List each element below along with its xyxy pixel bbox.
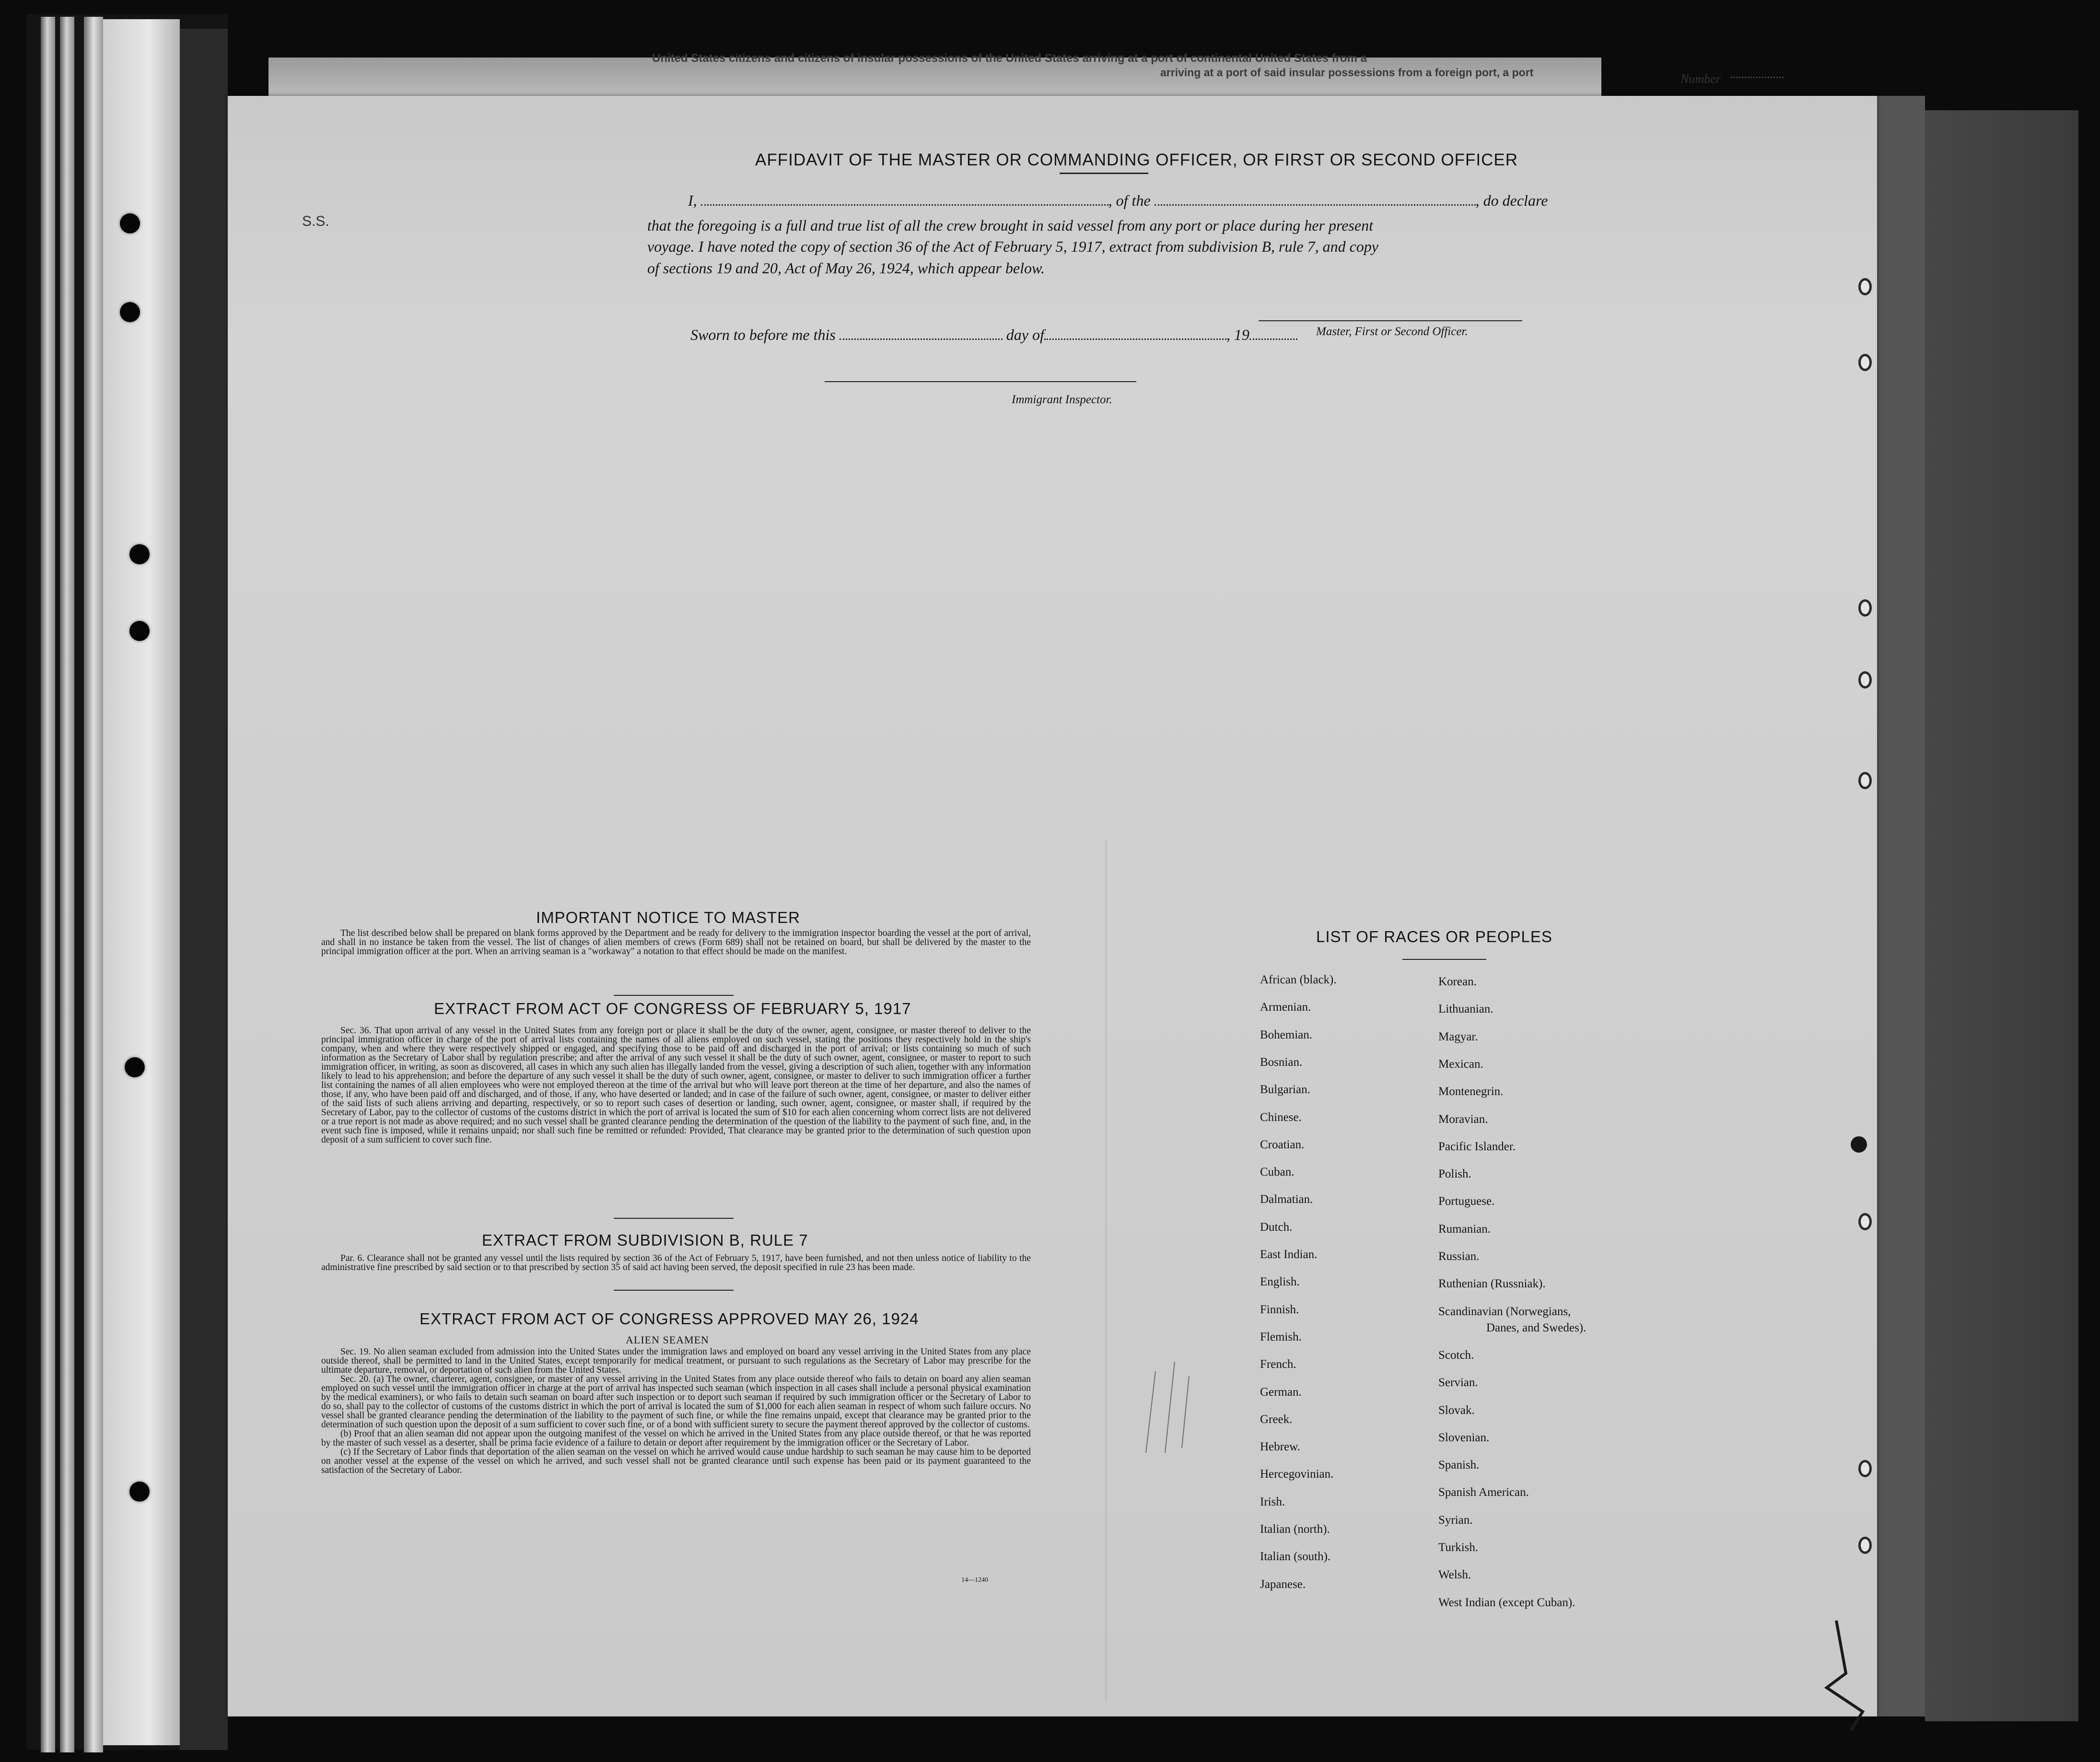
punch-hole <box>1858 772 1872 789</box>
punch-hole <box>1858 1537 1872 1554</box>
right-back-sheet <box>1877 96 1925 1716</box>
race-item: Italian (south). <box>1260 1550 1331 1564</box>
race-item: Bulgarian. <box>1260 1083 1310 1097</box>
header-bleed-line: United States citizens and citizens of insular possessions of the United States arriving at a port of continental United States from a <box>652 52 1367 65</box>
extract-1917-title: EXTRACT FROM ACT OF CONGRESS OF FEBRUARY 5, 1917 <box>434 1000 911 1017</box>
section-20a-paragraph: Sec. 20. (a) The owner, charterer, agent, consignee, or master of any vessel arriving in the United States from any place outside thereof who fails to detain on board any alien seaman employed on such vessel until the immigration officer in charge at the port of arrival has inspected such seaman (which inspection in all cases shall include a personal physical examination by the medical examiners), or who fails to detain such seaman on board after such inspection or to deport such seaman if required by such immigration officer or the Secretary of Labor to do so, shall pay to the collector of customs of the customs district in which the port of arrival is located the sum of $1,000 for each alien seaman in respect of whom such failure occurs. No vessel shall be granted clearance pending the determination of the liability to the payment of such fine, or while the fine remains unpaid, except that clearance may be granted prior to the determination of such question upon the deposit of a sum sufficient to cover such fine, or of a bond with sufficient surety to secure the payment thereof approved by the collector of customs. <box>321 1374 1031 1430</box>
sworn-day-field[interactable] <box>840 329 1003 340</box>
notice-text <box>321 929 1031 956</box>
race-item: English. <box>1260 1275 1300 1289</box>
race-item: Cuban. <box>1260 1166 1295 1179</box>
race-item: Chinese. <box>1260 1110 1302 1124</box>
race-item: Polish. <box>1438 1167 1471 1181</box>
section-19-paragraph: Sec. 19. No alien seaman excluded from admission into the United States under the immigration laws and employed on board any vessel arriving in the United States from any place outside thereof, shall be permitted to land in the United States, except temporarily for medical treatment, or pursuant to such regulations as the Secretary of Labor may prescribe for the ultimate departure, removal, or deportation of such alien from the United States. <box>321 1347 1031 1375</box>
divider <box>614 995 734 996</box>
race-item: Bohemian. <box>1260 1028 1313 1041</box>
day-of-label: day of <box>1006 326 1044 343</box>
races-title: LIST OF RACES OR PEOPLES <box>1316 928 1552 945</box>
race-item: Finnish. <box>1260 1303 1299 1316</box>
punch-hole <box>1858 1213 1872 1230</box>
race-item: Dalmatian. <box>1260 1193 1313 1206</box>
race-item: Danes, and Swedes). <box>1486 1321 1587 1334</box>
race-item: Irish. <box>1260 1495 1285 1508</box>
back-sheet-shadow <box>180 29 228 1750</box>
extract-rule7-text <box>321 1254 1031 1272</box>
of-the-label: , of the <box>1108 192 1151 209</box>
race-item: Scotch. <box>1438 1348 1474 1362</box>
race-item: Moravian. <box>1438 1112 1488 1126</box>
do-declare-label: , do declare <box>1475 192 1548 209</box>
sworn-month-field[interactable] <box>1044 329 1226 340</box>
race-item: Flemish. <box>1260 1330 1302 1343</box>
sworn-line <box>690 326 1297 344</box>
race-item: Syrian. <box>1438 1513 1473 1527</box>
race-item: Korean. <box>1438 975 1477 988</box>
affidavit-line-1 <box>688 192 1548 210</box>
notice-title: IMPORTANT NOTICE TO MASTER <box>536 909 801 926</box>
pencil-scribble <box>1817 1616 1884 1740</box>
header-bleed-line: arriving at a port of said insular possessions from a foreign port, a port <box>1160 66 1534 79</box>
race-item: Dutch. <box>1260 1220 1293 1234</box>
race-item: Welsh. <box>1438 1568 1471 1582</box>
affidavit-line-4: of sections 19 and 20, Act of May 26, 1924, which appear below. <box>647 259 1045 277</box>
page-edge-strip <box>41 17 55 1752</box>
race-item: Mexican. <box>1438 1057 1483 1071</box>
race-item: Croatian. <box>1260 1138 1305 1151</box>
master-caption: Master, First or Second Officer. <box>1316 325 1468 338</box>
punch-hole <box>1851 1136 1867 1153</box>
page-edge-strip <box>84 17 103 1752</box>
race-item: Spanish. <box>1438 1459 1480 1472</box>
vessel-name-field[interactable] <box>1155 195 1476 206</box>
race-item: African (black). <box>1260 973 1337 986</box>
race-item: Slovak. <box>1438 1403 1475 1417</box>
race-item: German. <box>1260 1385 1302 1399</box>
race-item: Greek. <box>1260 1412 1293 1426</box>
binder-hole <box>125 1057 145 1077</box>
number-field[interactable] <box>1731 77 1784 78</box>
race-item: French. <box>1260 1358 1296 1371</box>
binder-hole <box>129 621 150 641</box>
pencil-marks <box>1136 1333 1203 1458</box>
margin-stamp: S.S. <box>302 213 329 229</box>
binder-hole <box>120 213 140 233</box>
race-item: West Indian (except Cuban). <box>1438 1596 1575 1609</box>
section-20c-paragraph: (c) If the Secretary of Labor finds that deportation of the alien seaman on the vessel on which he arrived would cause undue hardship to such seaman he may cause him to be deported on another vessel at the expense of the vessel on which he arrived, and such vessel shall not be granted clearance until such expense has been paid or its payment guaranteed to the satisfaction of the Secretary of Labor. <box>321 1447 1031 1475</box>
race-item: Servian. <box>1438 1376 1478 1389</box>
race-item: Italian (north). <box>1260 1523 1330 1536</box>
section-36-paragraph: Sec. 36. That upon arrival of any vessel in the United States from any foreign port or place it shall be the duty of the owner, agent, consignee, or master thereof to deliver to the principal immigration officer in charge of the port of arrival lists containing the names of all aliens employed on such vessel, stating the positions they respectively hold in the ship's company, when and where they were respectively shipped or engaged, and specifying those to be paid off and discharged in the port of arrival; or lists containing so much of such information as the Secretary of Labor shall by regulation prescribe; and after the arrival of any such vessel it shall be the duty of such owner, agent, consignee, or master to report to such immigration officer, in writing, as soon as discovered, all cases in which any such alien has illegally landed from the vessel, giving a description of such alien, together with any information likely to lead to his apprehension; and before the departure of any such vessel it shall be the duty of such owner, agent, consignee, or master to deliver to such immigration officer a further list containing the names of all alien employees who were not employed thereon at the time of the arrival but who will leave port thereon at the time of her departure, and also the names of those, if any, who have been paid off and discharged, and of those, if any, who have deserted or landed; and in case of the failure of such owner, agent, consignee, or master to deliver either of the said lists of such aliens arriving and departing, respectively, or so to report such cases of desertion or landing, such owner, agent, consignee, or master shall, if required by the Secretary of Labor, pay to the collector of customs of the customs district in which the port of arrival is located the sum of $10 for each alien concerning whom correct lists are not delivered or a true report is not made as above required; and no such vessel shall be granted clearance pending the determination of the question of the liability to the payment of such fine, and, in the event such fine is imposed, while it remains unpaid; nor shall such fine be remitted or refunded: Provided, That clearance may be granted prior to the determination of such question upon deposit of a sum sufficient to cover such fine. <box>321 1026 1031 1145</box>
race-item: Ruthenian (Russniak). <box>1438 1277 1546 1291</box>
officer-name-field[interactable] <box>701 195 1108 206</box>
alien-seamen-subtitle: ALIEN SEAMEN <box>626 1334 709 1346</box>
affidavit-i: I, <box>688 192 697 209</box>
punch-hole <box>1858 354 1872 371</box>
race-item: Portuguese. <box>1438 1195 1495 1208</box>
affidavit-line-3: voyage. I have noted the copy of section 36 of the Act of February 5, 1917, extract from subdivision B, rule 7, and copy <box>647 238 1378 255</box>
race-item: Japanese. <box>1260 1577 1306 1591</box>
binder-hole <box>120 302 140 322</box>
race-item: East Indian. <box>1260 1248 1318 1261</box>
title-underline <box>1060 173 1148 174</box>
binder-hole <box>129 544 150 564</box>
extract-1924-title: EXTRACT FROM ACT OF CONGRESS APPROVED MAY 26, 1924 <box>420 1310 919 1328</box>
race-item: Scandinavian (Norwegians, <box>1438 1305 1571 1318</box>
year-prefix: , 19 <box>1226 326 1249 343</box>
race-item: Bosnian. <box>1260 1055 1303 1069</box>
sworn-label: Sworn to before me this <box>690 326 836 343</box>
race-item: Montenegrin. <box>1438 1085 1504 1098</box>
inspector-caption: Immigrant Inspector. <box>1012 393 1112 406</box>
sworn-year-field[interactable] <box>1249 329 1297 340</box>
race-item: Hercegovinian. <box>1260 1468 1334 1481</box>
extract-1924-text <box>321 1347 1031 1475</box>
number-label: Number <box>1680 72 1721 86</box>
punch-hole <box>1858 671 1872 688</box>
punch-hole <box>1858 278 1872 295</box>
section-20b-paragraph: (b) Proof that an alien seaman did not appear upon the outgoing manifest of the vessel on which he arrived in the United States from any place outside thereof, or that he was reported by the master of such vessel as a deserter, shall be prima facie evidence of a failure to detain or deport after requirement by the immigration officer or the Secretary of Labor. <box>321 1429 1031 1448</box>
race-item: Pacific Islander. <box>1438 1140 1516 1153</box>
punch-hole <box>1858 599 1872 617</box>
race-item: Armenian. <box>1260 1001 1311 1014</box>
divider <box>614 1218 734 1219</box>
divider <box>614 1290 734 1291</box>
race-item: Magyar. <box>1438 1030 1478 1043</box>
race-item: Turkish. <box>1438 1541 1479 1554</box>
page-edge-strip <box>60 17 74 1752</box>
form-number: 14—1240 <box>961 1576 988 1584</box>
races-title-underline <box>1402 959 1486 960</box>
race-item: Slovenian. <box>1438 1431 1490 1444</box>
fold-line <box>1105 839 1107 1702</box>
inspector-signature-line[interactable] <box>825 381 1136 382</box>
rule7-paragraph: Par. 6. Clearance shall not be granted any vessel until the lists required by section 36 of the Act of February 5, 1917, have been furnished, and not then unless notice of liability to the administrative fine prescribed by said section or to that prescribed by section 35 of said act having been served, the deposit specified in rule 23 has been made. <box>321 1253 1031 1272</box>
affidavit-title: AFFIDAVIT OF THE MASTER OR COMMANDING OFFICER, OR FIRST OR SECOND OFFICER <box>755 151 1518 169</box>
race-item: Hebrew. <box>1260 1440 1300 1454</box>
master-signature-line[interactable] <box>1259 320 1522 321</box>
race-item: Lithuanian. <box>1438 1003 1493 1016</box>
notice-paragraph: The list described below shall be prepared on blank forms approved by the Department and be ready for delivery to the immigration inspector boarding the vessel at the port of arrival, and shall in no instance be taken from the vessel. The list of changes of alien members of crews (Form 689) shall not be retained on board, but shall be delivered by the master to the principal immigration officer at the port. When an arriving seaman is a "workaway" a notation to that effect should be made on the manifest. <box>321 928 1031 957</box>
race-item: Russian. <box>1438 1250 1480 1263</box>
binder-hole <box>129 1482 150 1502</box>
right-back-sheet <box>1925 110 2078 1721</box>
extract-1917-text <box>321 1026 1031 1144</box>
affidavit-line-2: that the foregoing is a full and true list of all the crew brought in said vessel from any port or place during her present <box>647 217 1373 234</box>
punch-hole <box>1858 1460 1872 1477</box>
race-item: Spanish American. <box>1438 1486 1529 1499</box>
extract-rule7-title: EXTRACT FROM SUBDIVISION B, RULE 7 <box>482 1231 808 1249</box>
race-item: Rumanian. <box>1438 1222 1491 1236</box>
